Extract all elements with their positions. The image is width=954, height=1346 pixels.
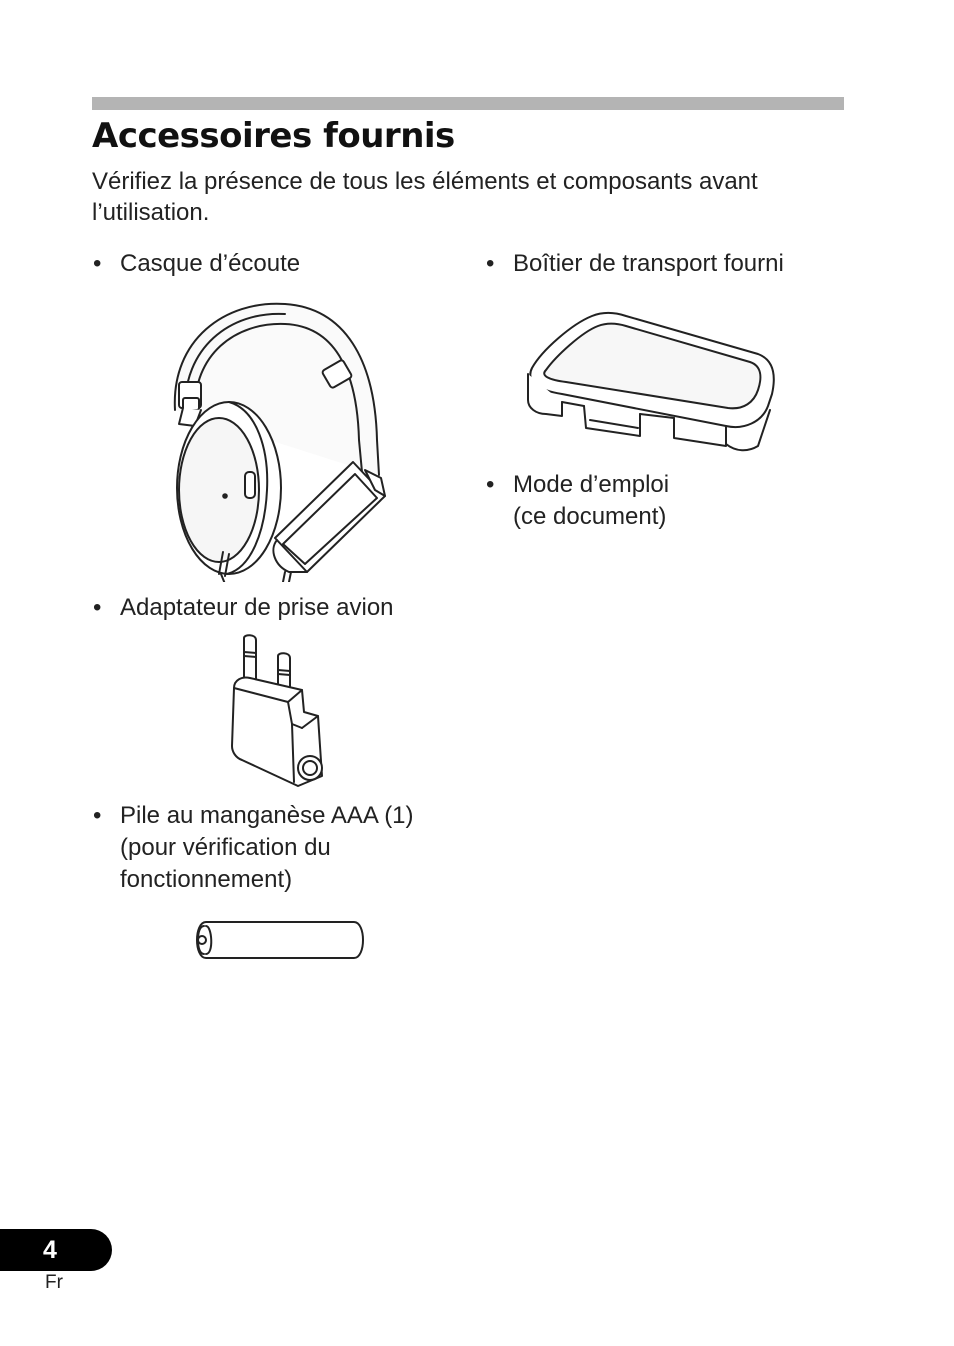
bullet: • [93,594,102,621]
bullet: • [486,471,495,498]
list-item-battery [93,800,414,896]
bullet: • [486,250,495,277]
list-item-headphones [93,248,300,280]
list-item-airplane-adapter [93,592,394,624]
headphones-icon [165,300,390,582]
carrying-case-icon [522,310,776,460]
airplane-adapter-icon [228,632,334,792]
item-label: Boîtier de transport fourni [513,250,784,277]
page-title: Accessoires fournis [92,116,455,156]
list-item-manual [486,469,669,533]
bullet: • [93,250,102,277]
page-number-tab: 4 [0,1229,112,1271]
language-label: Fr [45,1272,63,1293]
intro-text: Vérifiez la présence de tous les éléments et composants avant l’utilisation. [92,168,758,226]
item-label-line-2: (pour vérification du [120,834,331,861]
item-label-line-3: fonctionnement) [120,866,293,893]
aaa-battery-icon [190,918,370,964]
item-label: Casque d’écoute [120,250,301,277]
section-header-rule [92,97,844,110]
item-label-line-2: (ce document) [513,503,667,530]
bullet: • [93,802,102,829]
list-item-carrying-case [486,248,784,280]
item-label-line-1: Pile au manganèse AAA (1) [120,802,414,829]
item-label-line-1: Mode d’emploi [513,471,670,498]
item-label: Adaptateur de prise avion [120,594,394,621]
